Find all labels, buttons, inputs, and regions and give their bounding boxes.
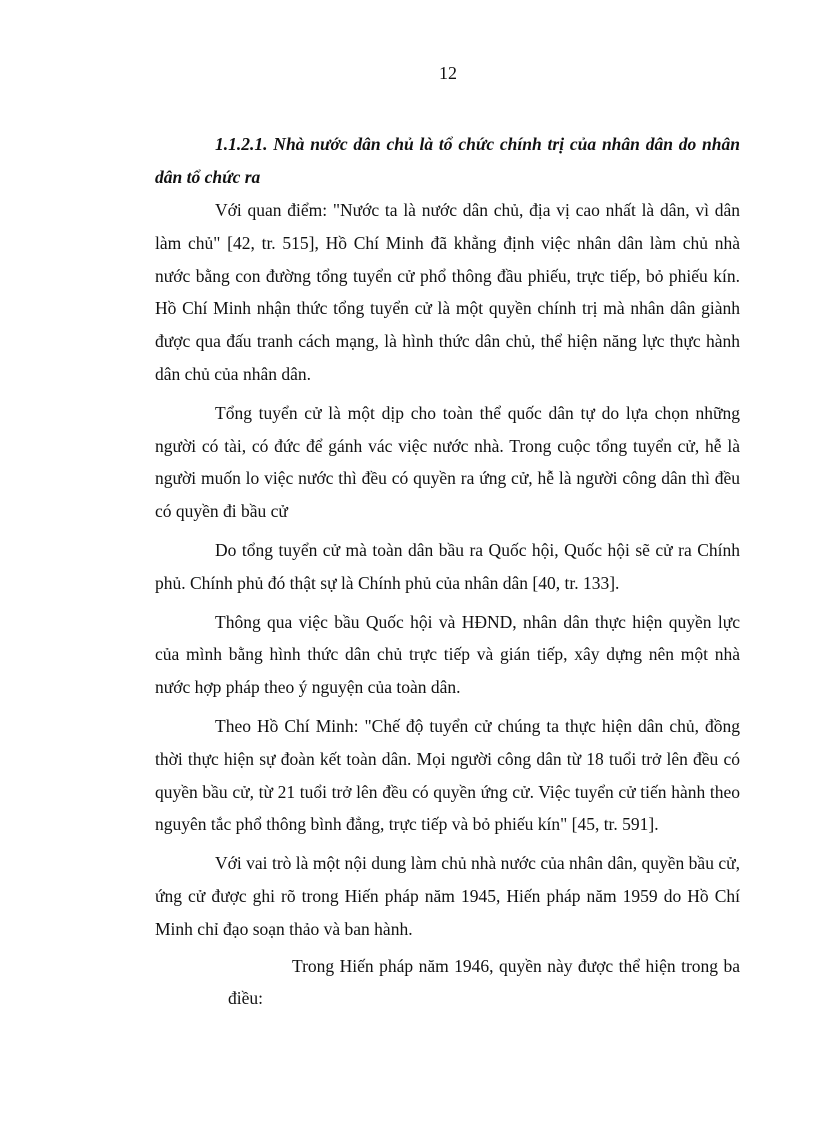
paragraph: Trong Hiến pháp năm 1946, quyền này được thể hiện trong ba điều: (228, 955, 740, 1009)
paragraph: Thông qua việc bầu Quốc hội và HĐND, nhân dân thực hiện quyền lực của mình bằng hình thức dân chủ trực tiếp và gián tiếp, xây dựng nên một nhà nước hợp pháp theo ý nguyện của toàn dân. (155, 611, 740, 698)
paragraph: Với vai trò là một nội dung làm chủ nhà nước của nhân dân, quyền bầu cử, ứng cử được ghi rõ trong Hiến pháp năm 1945, Hiến pháp năm 1959 do Hồ Chí Minh chỉ đạo soạn thảo và ban hành. (155, 853, 740, 939)
paragraph: Theo Hồ Chí Minh: "Chế độ tuyển cử chúng ta thực hiện dân chủ, đồng thời thực hiện sự đoàn kết toàn dân. Mọi người công dân từ 18 tuổi trở lên đều có quyền bầu cử, từ 21 tuổi trở lên đều có quyền ứng cử. Việc tuyển cử tiến hành theo nguyên tắc phổ thông bình đẳng, trực tiếp và bỏ phiếu kín" [45, tr. 591]. (155, 715, 740, 835)
page-number: 12 (439, 63, 457, 83)
paragraph: Do tổng tuyển cử mà toàn dân bầu ra Quốc hội, Quốc hội sẽ cử ra Chính phủ. Chính phủ đó thật sự là Chính phủ của nhân dân [40, tr. 133]. (155, 539, 740, 593)
paragraph: Với quan điểm: "Nước ta là nước dân chủ, địa vị cao nhất là dân, vì dân làm chủ" [42, tr. 515], Hồ Chí Minh đã khẳng định việc nhân dân làm chủ nhà nước bằng con đường tổng tuyển cử phổ thông đầu phiếu, trực tiếp, bỏ phiếu kín. Hồ Chí Minh nhận thức tổng tuyển cử là một quyền chính trị mà nhân dân giành được qua đấu tranh cách mạng, là hình thức dân chủ, thể hiện năng lực thực hành dân chủ của nhân dân. (155, 200, 740, 384)
page-body (155, 128, 740, 1015)
paragraph: Tổng tuyển cử là một dịp cho toàn thể quốc dân tự do lựa chọn những người có tài, có đức để gánh vác việc nước nhà. Trong cuộc tổng tuyển cử, hễ là người muốn lo việc nước thì đều có quyền ra ứng cử, hễ là người công dân thì đều có quyền đi bầu cử (155, 402, 740, 522)
section-heading: 1.1.2.1. Nhà nước dân chủ là tổ chức chính trị của nhân dân do nhân dân tổ chức ra (155, 134, 740, 187)
